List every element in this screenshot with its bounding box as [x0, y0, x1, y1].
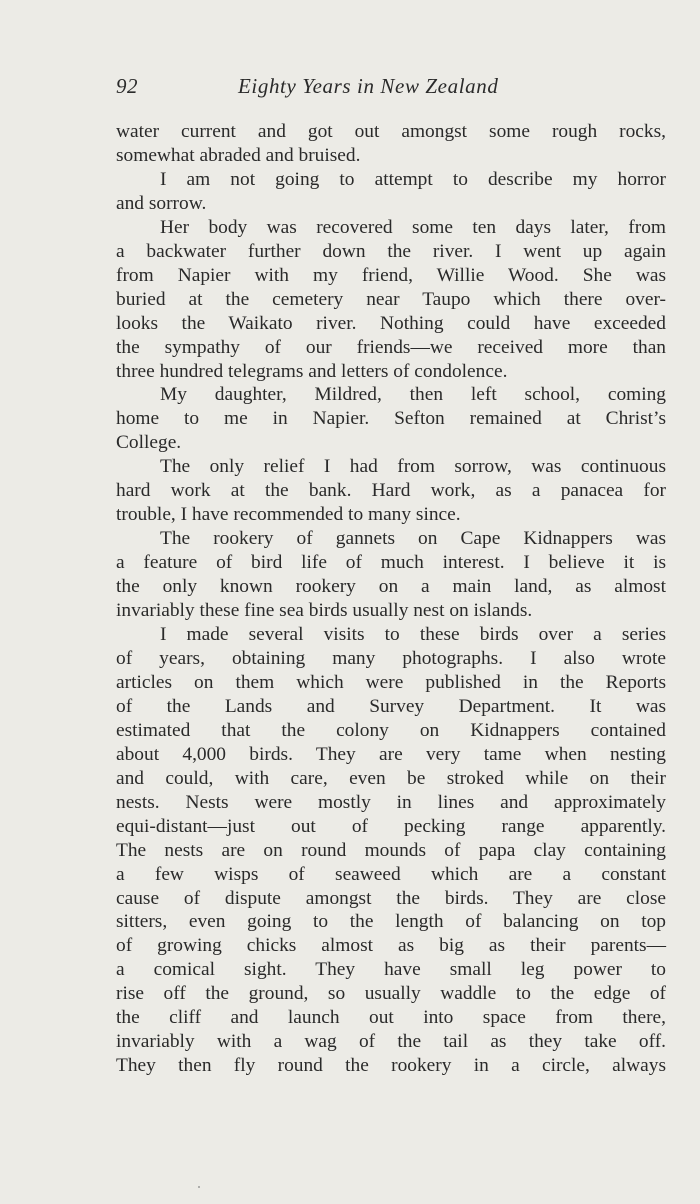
text-line: a few wisps of seaweed which are a constant — [116, 863, 666, 885]
page-number: 92 — [116, 74, 138, 98]
text-line: of growing chicks almost as big as their parents— — [116, 935, 666, 957]
text-line: three hundred telegrams and letters of condolence. — [116, 360, 508, 382]
text-line: I made several visits to these birds over a series — [160, 624, 666, 646]
text-line: rise off the ground, so usually waddle to the edge of — [116, 983, 666, 1005]
paper-speck — [198, 1186, 200, 1188]
running-title: Eighty Years in New Zealand — [238, 74, 499, 98]
text-line: invariably with a wag of the tail as they take off. — [116, 1031, 666, 1053]
text-line: sitters, even going to the length of balancing on top — [116, 911, 666, 933]
text-line: invariably these fine sea birds usually nest on islands. — [116, 600, 533, 622]
text-line: water current and got out amongst some rough rocks, — [116, 121, 666, 142]
text-line: equi-distant—just out of pecking range apparently. — [116, 815, 666, 837]
text-line: home to me in Napier. Sefton remained at Christ’s — [116, 408, 666, 430]
text-line: and sorrow. — [116, 192, 207, 214]
text-line: My daughter, Mildred, then left school, coming — [160, 384, 666, 406]
text-line: of the Lands and Survey Department. It was — [116, 695, 666, 717]
text-line: somewhat abraded and bruised. — [116, 144, 361, 166]
text-line: and could, with care, even be stroked while on their — [116, 767, 666, 789]
text-line: cause of dispute amongst the birds. They are close — [116, 887, 666, 909]
text-line: Her body was recovered some ten days later, from — [160, 216, 666, 238]
text-line: articles on them which were published in the Reports — [116, 671, 666, 693]
text-line: a comical sight. They have small leg power to — [116, 959, 666, 981]
text-line: They then fly round the rookery in a circle, always — [116, 1055, 666, 1077]
text-line: of years, obtaining many photographs. I also wrote — [116, 647, 666, 669]
text-line: estimated that the colony on Kidnappers contained — [116, 719, 666, 741]
text-line: hard work at the bank. Hard work, as a panacea for — [116, 480, 666, 502]
text-line: College. — [116, 432, 182, 454]
text-line: looks the Waikato river. Nothing could have exceeded — [116, 312, 666, 334]
text-line: I am not going to attempt to describe my horror — [160, 168, 666, 190]
text-line: trouble, I have recommended to many since. — [116, 504, 461, 526]
body-text — [116, 120, 666, 1078]
text-line: buried at the cemetery near Taupo which there over- — [116, 288, 666, 310]
text-line: The rookery of gannets on Cape Kidnappers was — [160, 528, 666, 550]
text-line: The nests are on round mounds of papa clay containing — [116, 839, 666, 861]
text-line: a feature of bird life of much interest. I believe it is — [116, 552, 666, 574]
text-line: a backwater further down the river. I went up again — [116, 240, 666, 262]
text-line: The only relief I had from sorrow, was continuous — [160, 456, 666, 478]
text-line: the only known rookery on a main land, as almost — [116, 576, 666, 598]
page-header — [116, 74, 556, 104]
text-line: nests. Nests were mostly in lines and approximately — [116, 791, 666, 813]
text-line: about 4,000 birds. They are very tame when nesting — [116, 743, 666, 765]
text-line: from Napier with my friend, Willie Wood. She was — [116, 264, 666, 286]
text-line: the cliff and launch out into space from there, — [116, 1007, 666, 1029]
text-line: the sympathy of our friends—we received more than — [116, 336, 666, 358]
